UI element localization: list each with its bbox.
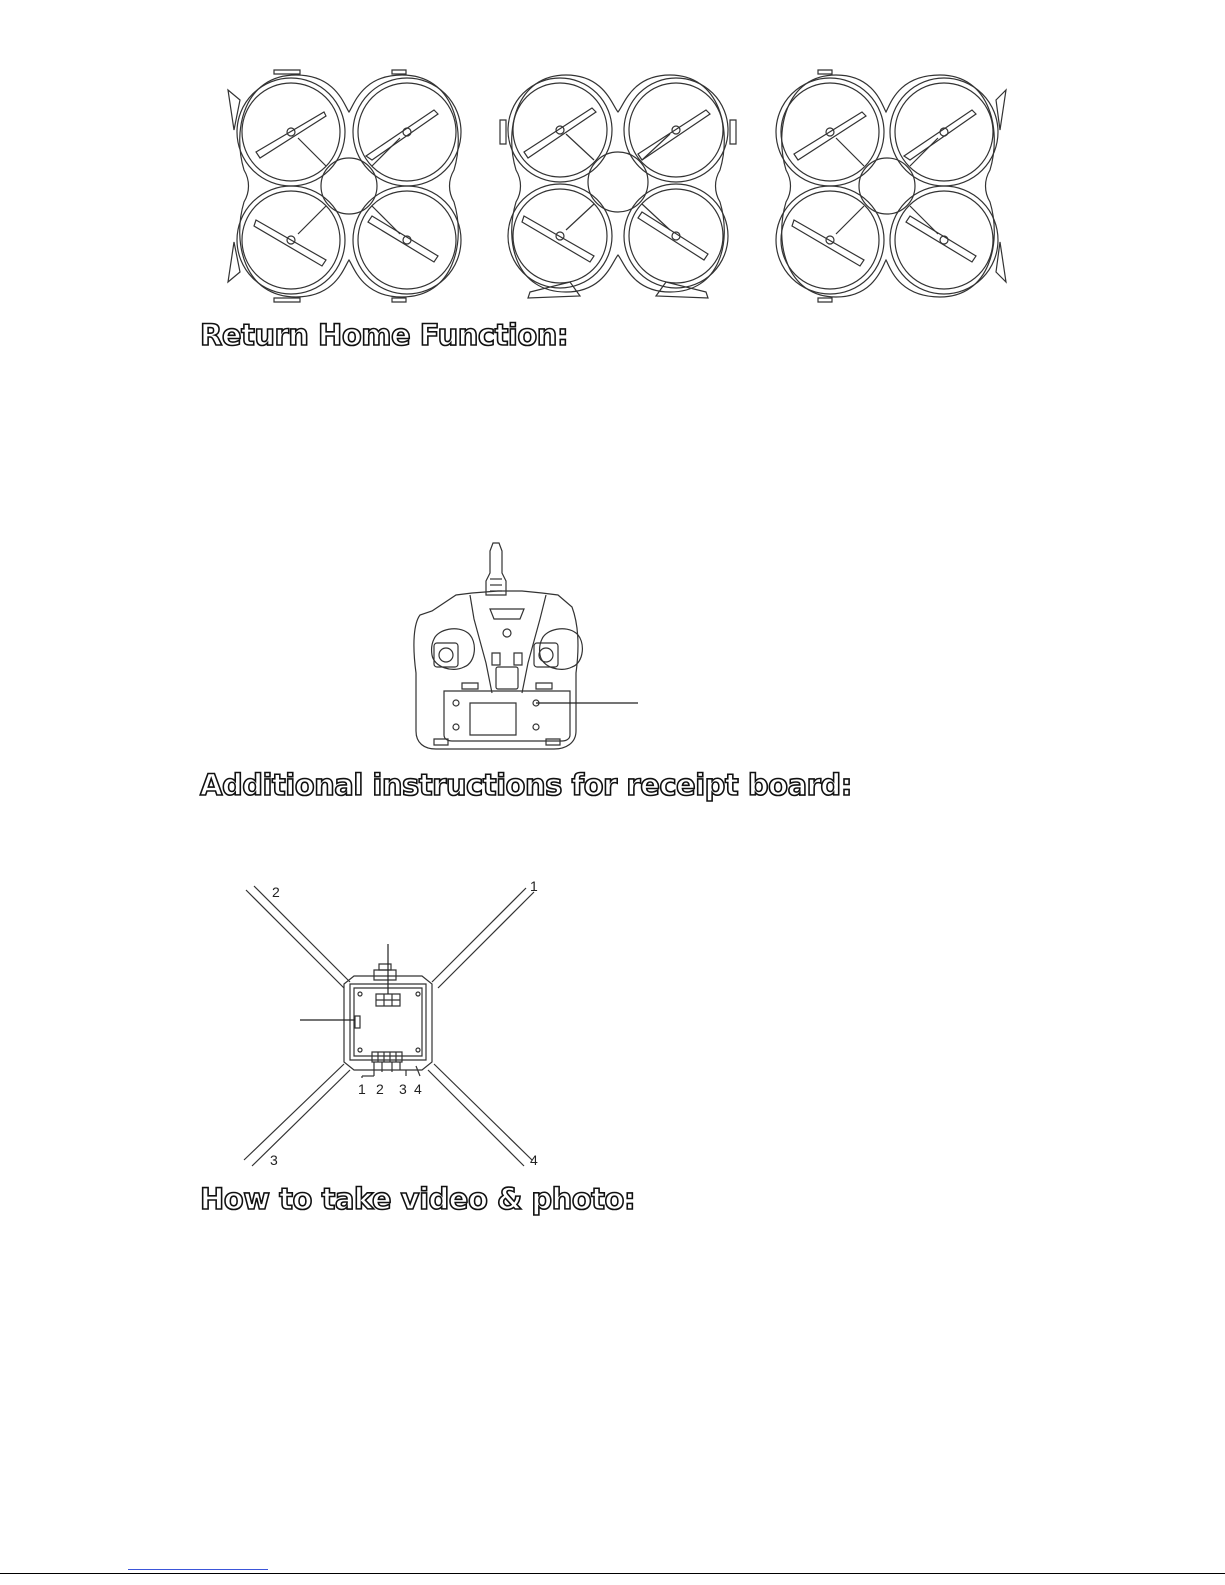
remote-controller-illustration bbox=[412, 543, 640, 753]
port-label-2: 2 bbox=[376, 1081, 384, 1097]
arm-label-2: 2 bbox=[272, 884, 280, 900]
arm-label-3: 3 bbox=[270, 1152, 278, 1168]
port-label-3: 3 bbox=[399, 1081, 407, 1097]
heading-receipt-board: Additional instructions for receipt board: bbox=[200, 768, 852, 802]
footer-link-underline[interactable] bbox=[128, 1569, 268, 1570]
drone-top-view-1 bbox=[226, 70, 472, 302]
drone-front-view bbox=[500, 70, 736, 302]
heading-video-photo: How to take video & photo: bbox=[200, 1182, 636, 1216]
port-label-4: 4 bbox=[414, 1081, 422, 1097]
receiver-board-diagram bbox=[236, 880, 556, 1170]
port-label-1: 1 bbox=[358, 1081, 366, 1097]
arm-label-4: 4 bbox=[530, 1152, 538, 1168]
arm-label-1: 1 bbox=[530, 878, 538, 894]
drone-top-view-2 bbox=[768, 70, 1008, 302]
heading-return-home: Return Home Function: bbox=[200, 318, 569, 352]
footer-divider bbox=[0, 1573, 1225, 1574]
